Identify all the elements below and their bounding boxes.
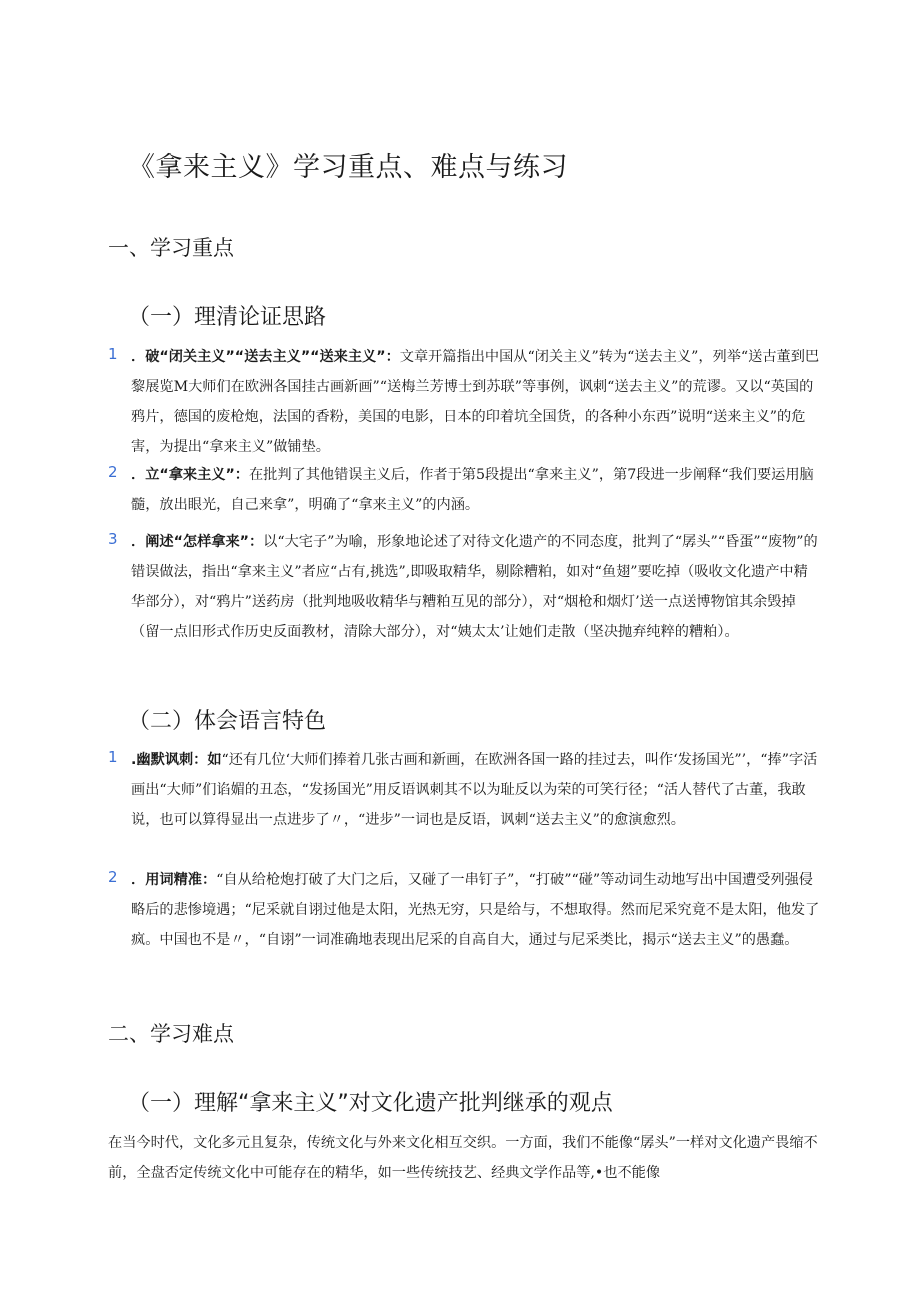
list-number: 1 — [108, 345, 118, 363]
list-item — [108, 527, 820, 647]
list-item — [108, 865, 820, 955]
subsection-heading-argument: （一）理清论证思路 — [128, 305, 327, 330]
subsection-heading-language: （二）体会语言特色 — [128, 709, 327, 734]
list-number: 2 — [108, 463, 118, 481]
document-title: 《拿来主义》学习重点、难点与练习 — [128, 152, 568, 183]
list-item — [108, 460, 820, 520]
item-text: 以“大宅子”为喻，形象地论述了对待文化遗产的不同态度，批判了“孱头”“昏蛋”“废物”的错误做法，指出“拿来主义”者应“占有,挑选”,即吸取精华，剔除糟粕，如对“鱼翅”要吃掉（吸收文化遗产中精华部分），对“鸦片”送药房（批判地吸收精华与糟粕互见的部分），对“烟枪和烟灯’送一点送博物馆其余毁掉（留一点旧形式作历史反面教材，清除大部分），对“姨太太’让她们走散（坚决抛弃纯粹的糟粕）。 — [131, 534, 818, 640]
item-lead: ．立“拿来主义”： — [131, 467, 249, 483]
item-text: 文章开篇指出中国从“闭关主义”转为“送去主义”，列举“送古董到巴黎展览M大师们在欧洲各国挂古画新画”“送梅兰芳博士到苏联”等事例，讽刺“送去主义”的荒谬。又以“英国的鸦片，德国的废枪炮，法国的香粉，美国的电影，日本的印着坑全国货，的各种小东西”说明“送来主义”的危害，为提出“拿来主义”做铺垫。 — [131, 349, 820, 455]
list-item — [108, 342, 820, 462]
subsection-heading-inheritance: （一）理解“拿来主义”对文化遗产批判继承的观点 — [128, 1091, 613, 1116]
item-lead: ．阐述“怎样拿来”： — [131, 534, 264, 550]
list-number: 2 — [108, 868, 118, 886]
list-number: 3 — [108, 530, 118, 548]
section-heading-key-points: 一、学习重点 — [108, 236, 234, 260]
list-number: 1 — [108, 748, 118, 766]
list-item — [108, 745, 820, 835]
item-lead: ．破“闭关主义”“送去主义”“送来主义”： — [131, 349, 400, 365]
item-text: “自从给枪炮打破了大门之后，又碰了一串钉子”，“打破”“碰”等动词生动地写出中国遭受列强侵略后的悲惨境遇；“尼采就自诩过他是太阳，光热无穷，只是给与，不想取得。然而尼采究竟不是太阳，他发了疯。中国也不是〃，“自诩”一词准确地表现出尼采的自高自大，通过与尼采类比，揭示“送去主义”的愚蠢。 — [131, 872, 820, 948]
body-paragraph: 在当今时代，文化多元且复杂，传统文化与外来文化相互交织。一方面，我们不能像“孱头”一样对文化遗产畏缩不前，全盘否定传统文化中可能存在的精华，如一些传统技艺、经典文学作品等,•也不能像 — [108, 1135, 818, 1181]
item-lead: .幽默讽刺：如 — [131, 752, 222, 768]
item-text: “还有几位‘大师们捧着几张古画和新画，在欧洲各国一路的挂过去，叫作‘发扬国光”’，“捧”字活画出“大师”们谄媚的丑态，“发扬国光”用反语讽刺其不以为耻反以为荣的可笑行径；“活人替代了古董，我敢说，也可以算得显出一点进步了〃，“进步”一词也是反语，讽刺“送去主义”的愈演愈烈。 — [131, 752, 818, 828]
section-heading-difficulties: 二、学习难点 — [108, 1022, 234, 1046]
item-text: 在批判了其他错误主义后，作者于第5段提出“拿来主义”，第7段进一步阐释“我们要运用脑髓，放出眼光，自己来拿”，明确了“拿来主义”的内涵。 — [131, 467, 814, 513]
item-lead: ．用词精准： — [131, 872, 217, 888]
